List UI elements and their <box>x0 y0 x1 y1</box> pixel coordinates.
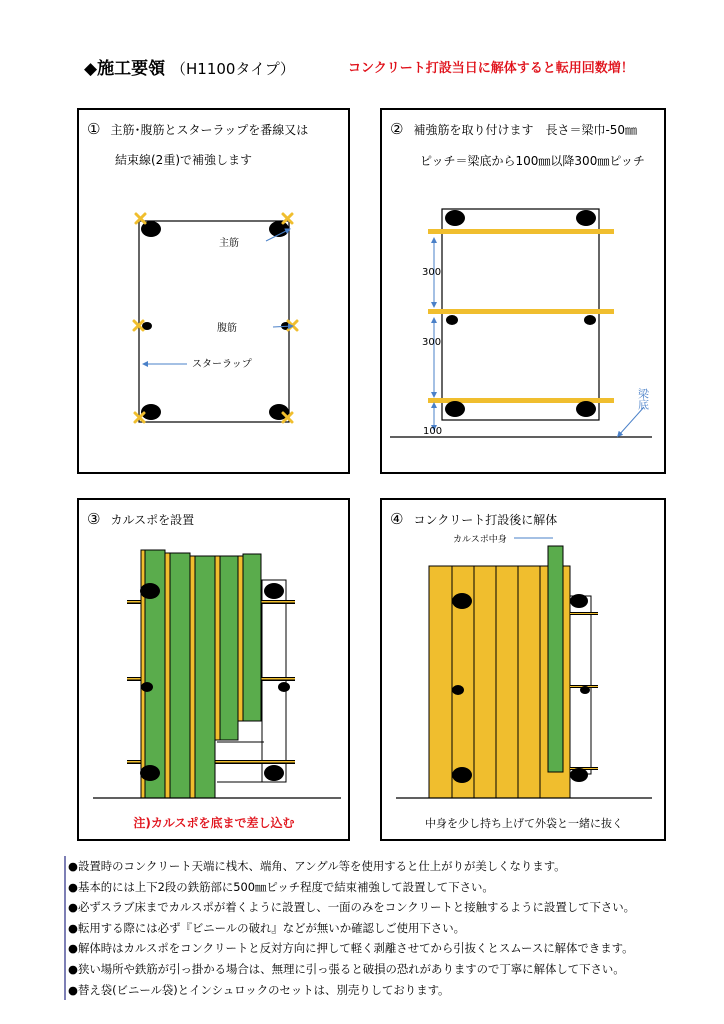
step-4-number: ④ <box>390 510 404 528</box>
note-item: ●転用する際には必ず『ビニールの破れ』などが無いか確認しご使用下さい。 <box>68 920 465 935</box>
main-bar-bottom-right <box>570 768 588 782</box>
step-3-text-1: カルスポを設置 <box>110 513 195 527</box>
main-bar-top-right <box>570 594 588 608</box>
main-bar-top-left <box>445 210 465 226</box>
inner-label: カルスポ中身 <box>453 535 507 545</box>
main-bar-top-left <box>140 583 160 599</box>
panel-step-3 <box>77 498 350 841</box>
web-bar-label: 腹筋 <box>217 323 237 334</box>
karuspo-installation-diagram <box>79 500 349 839</box>
note-item: ●必ずスラブ床までカルスポが着くように設置し、一面のみをコンクリートと接触するように設置して下さい。 <box>68 900 636 915</box>
karuspo-inner <box>548 546 563 772</box>
reinforcement-diagram <box>382 110 665 472</box>
binding-marks <box>134 214 297 422</box>
web-bar-right <box>584 315 596 325</box>
main-bar-bottom-left <box>140 765 160 781</box>
step-2-line-2: ピッチ＝梁底から100㎜以降300㎜ピッチ <box>420 154 645 168</box>
step-4-caption: 中身を少し持ち上げて外袋と一緒に抜く <box>425 817 623 830</box>
reinforcement-bar-middle <box>428 309 614 314</box>
step-1-line-2: 結束線(2重)で補強します <box>115 153 252 167</box>
dimension-label-100: 100 <box>423 426 443 437</box>
main-bar-top-right <box>576 210 596 226</box>
stirrup-label: スターラップ <box>192 359 252 370</box>
main-bar-top <box>452 593 472 609</box>
web-bar-left <box>452 685 464 695</box>
panel-step-2 <box>380 108 666 474</box>
web-bar-right <box>278 682 290 692</box>
step-2-text-1: 補強筋を取り付けます 長さ＝梁巾-50㎜ <box>413 123 638 137</box>
dimension-label-300-lower: 300 <box>422 337 442 348</box>
demolding-diagram <box>382 500 665 839</box>
step-3-number: ③ <box>87 510 101 528</box>
main-bar-bottom <box>452 767 472 783</box>
dimension-label-300-upper: 300 <box>422 267 442 278</box>
stirrup-shape <box>139 221 289 422</box>
note-item: ●替え袋(ビニール袋)とインシュロックのセットは、別売りしております。 <box>68 982 450 997</box>
page-title <box>84 54 295 79</box>
web-bar-right <box>580 686 590 694</box>
panel-step-4 <box>380 498 666 841</box>
note-item: ●設置時のコンクリート天端に桟木、端角、アングル等を使用すると仕上がりが美しくなります。 <box>68 859 566 873</box>
note-item: ●狭い場所や鉄筋が引っ掛かる場合は、無理に引っ張ると破損の恐れがありますので丁寧に解体して下さい。 <box>68 961 625 976</box>
title-main: ◆施工要領 <box>84 59 166 79</box>
main-bar-label: 主筋 <box>219 238 239 249</box>
step-1-number: ① <box>87 120 101 138</box>
main-bar-bottom-left <box>445 401 465 417</box>
web-bar-left <box>141 682 153 692</box>
reinforcement-bar-top <box>428 229 614 234</box>
title-type: （H1100タイプ） <box>171 60 295 78</box>
warning-text: コンクリート打設当日に解体すると転用回数増！ <box>348 61 634 76</box>
step-4-text-1: コンクリート打設後に解体 <box>413 513 558 527</box>
web-bar-left <box>446 315 458 325</box>
main-bar-bottom-right <box>576 401 596 417</box>
beam-section <box>442 209 599 420</box>
beam-bottom-label: 梁底 <box>636 388 650 410</box>
note-item: ●解体時はカルスポをコンクリートと反対方向に押して軽く剥離させてから引抜くとスムースに解体できます。 <box>68 941 634 956</box>
step-2-number: ② <box>390 120 404 138</box>
main-bar-bottom-right <box>264 765 284 781</box>
step-1-text-1: 主筋･腹筋とスターラップを番線又は <box>110 123 309 137</box>
rebar-cross-section-diagram <box>79 110 349 472</box>
main-bar-top-right <box>264 583 284 599</box>
notes-list <box>64 856 678 1000</box>
step-3-caption: 注)カルスポを底まで差し込む <box>133 816 295 830</box>
note-item: ●基本的には上下2段の鉄筋部に500㎜ピッチ程度で結束補強して設置して下さい。 <box>68 879 494 894</box>
panel-step-1 <box>77 108 350 474</box>
